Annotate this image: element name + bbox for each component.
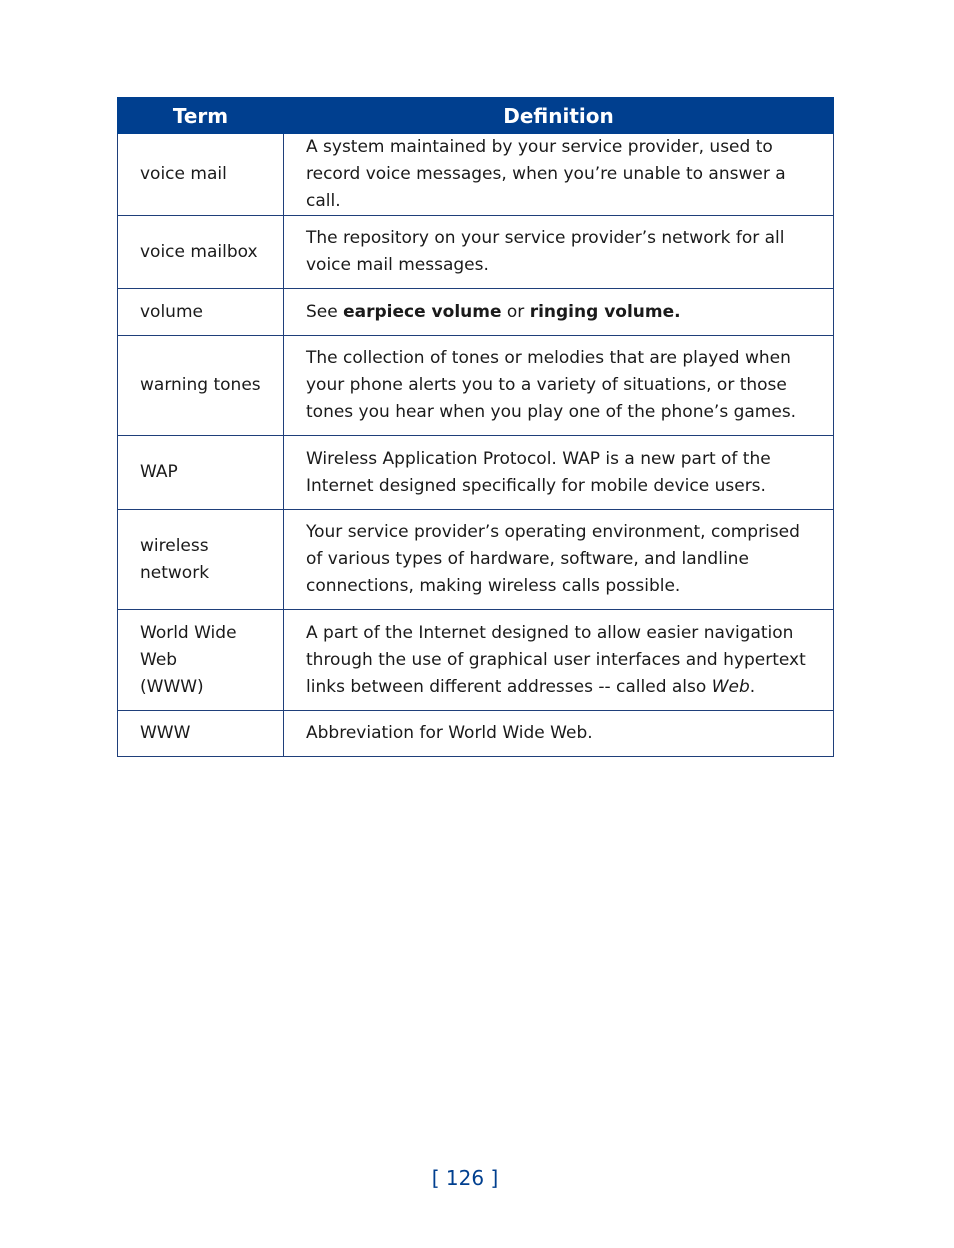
table-row: [118, 510, 834, 610]
header-definition: Definition: [284, 98, 834, 134]
table-row: [118, 336, 834, 436]
table-row: [118, 436, 834, 510]
term-cell: voice mail: [118, 134, 284, 216]
definition-cell: Your service provider’s operating environment, comprised of various types of hardware, software, and landline connections, making wireless calls possible.: [284, 510, 834, 610]
term-cell: World Wide Web (WWW): [118, 610, 284, 711]
definition-italic-term: Web: [711, 676, 750, 697]
term-cell: volume: [118, 289, 284, 336]
header-term: Term: [118, 98, 284, 134]
definition-prefix: See: [306, 301, 344, 322]
definition-cell: [284, 289, 834, 336]
definition-cell: The repository on your service provider’s network for all voice mail messages.: [284, 216, 834, 289]
definition-cell: A system maintained by your service provider, used to record voice messages, when you’re unable to answer a call.: [284, 134, 834, 216]
term-cell: voice mailbox: [118, 216, 284, 289]
definition-cell: [284, 610, 834, 711]
definition-cell: Abbreviation for World Wide Web.: [284, 711, 834, 757]
definition-cell: Wireless Application Protocol. WAP is a new part of the Internet designed specifically for mobile device users.: [284, 436, 834, 510]
definition-connector: or: [501, 301, 530, 322]
term-cell: warning tones: [118, 336, 284, 436]
definition-suffix: .: [749, 676, 756, 697]
cross-reference-earpiece-volume: earpiece volume: [343, 301, 502, 322]
table-row: [118, 216, 834, 289]
cross-reference-ringing-volume: ringing volume.: [529, 301, 681, 322]
definition-text: A part of the Internet designed to allow easier navigation through the use of graphical user interfaces and hypertext links between different addresses -- called also: [306, 622, 806, 697]
term-cell: wireless network: [118, 510, 284, 610]
table-row: [118, 711, 834, 757]
term-cell: WWW: [118, 711, 284, 757]
table-row: [118, 134, 834, 216]
table-row: [118, 289, 834, 336]
page-number: [ 126 ]: [431, 1166, 499, 1190]
table-row: [118, 610, 834, 711]
glossary-table: [117, 97, 834, 757]
table-header-row: [118, 98, 834, 134]
term-cell: WAP: [118, 436, 284, 510]
definition-cell: The collection of tones or melodies that are played when your phone alerts you to a variety of situations, or those tones you hear when you play one of the phone’s games.: [284, 336, 834, 436]
